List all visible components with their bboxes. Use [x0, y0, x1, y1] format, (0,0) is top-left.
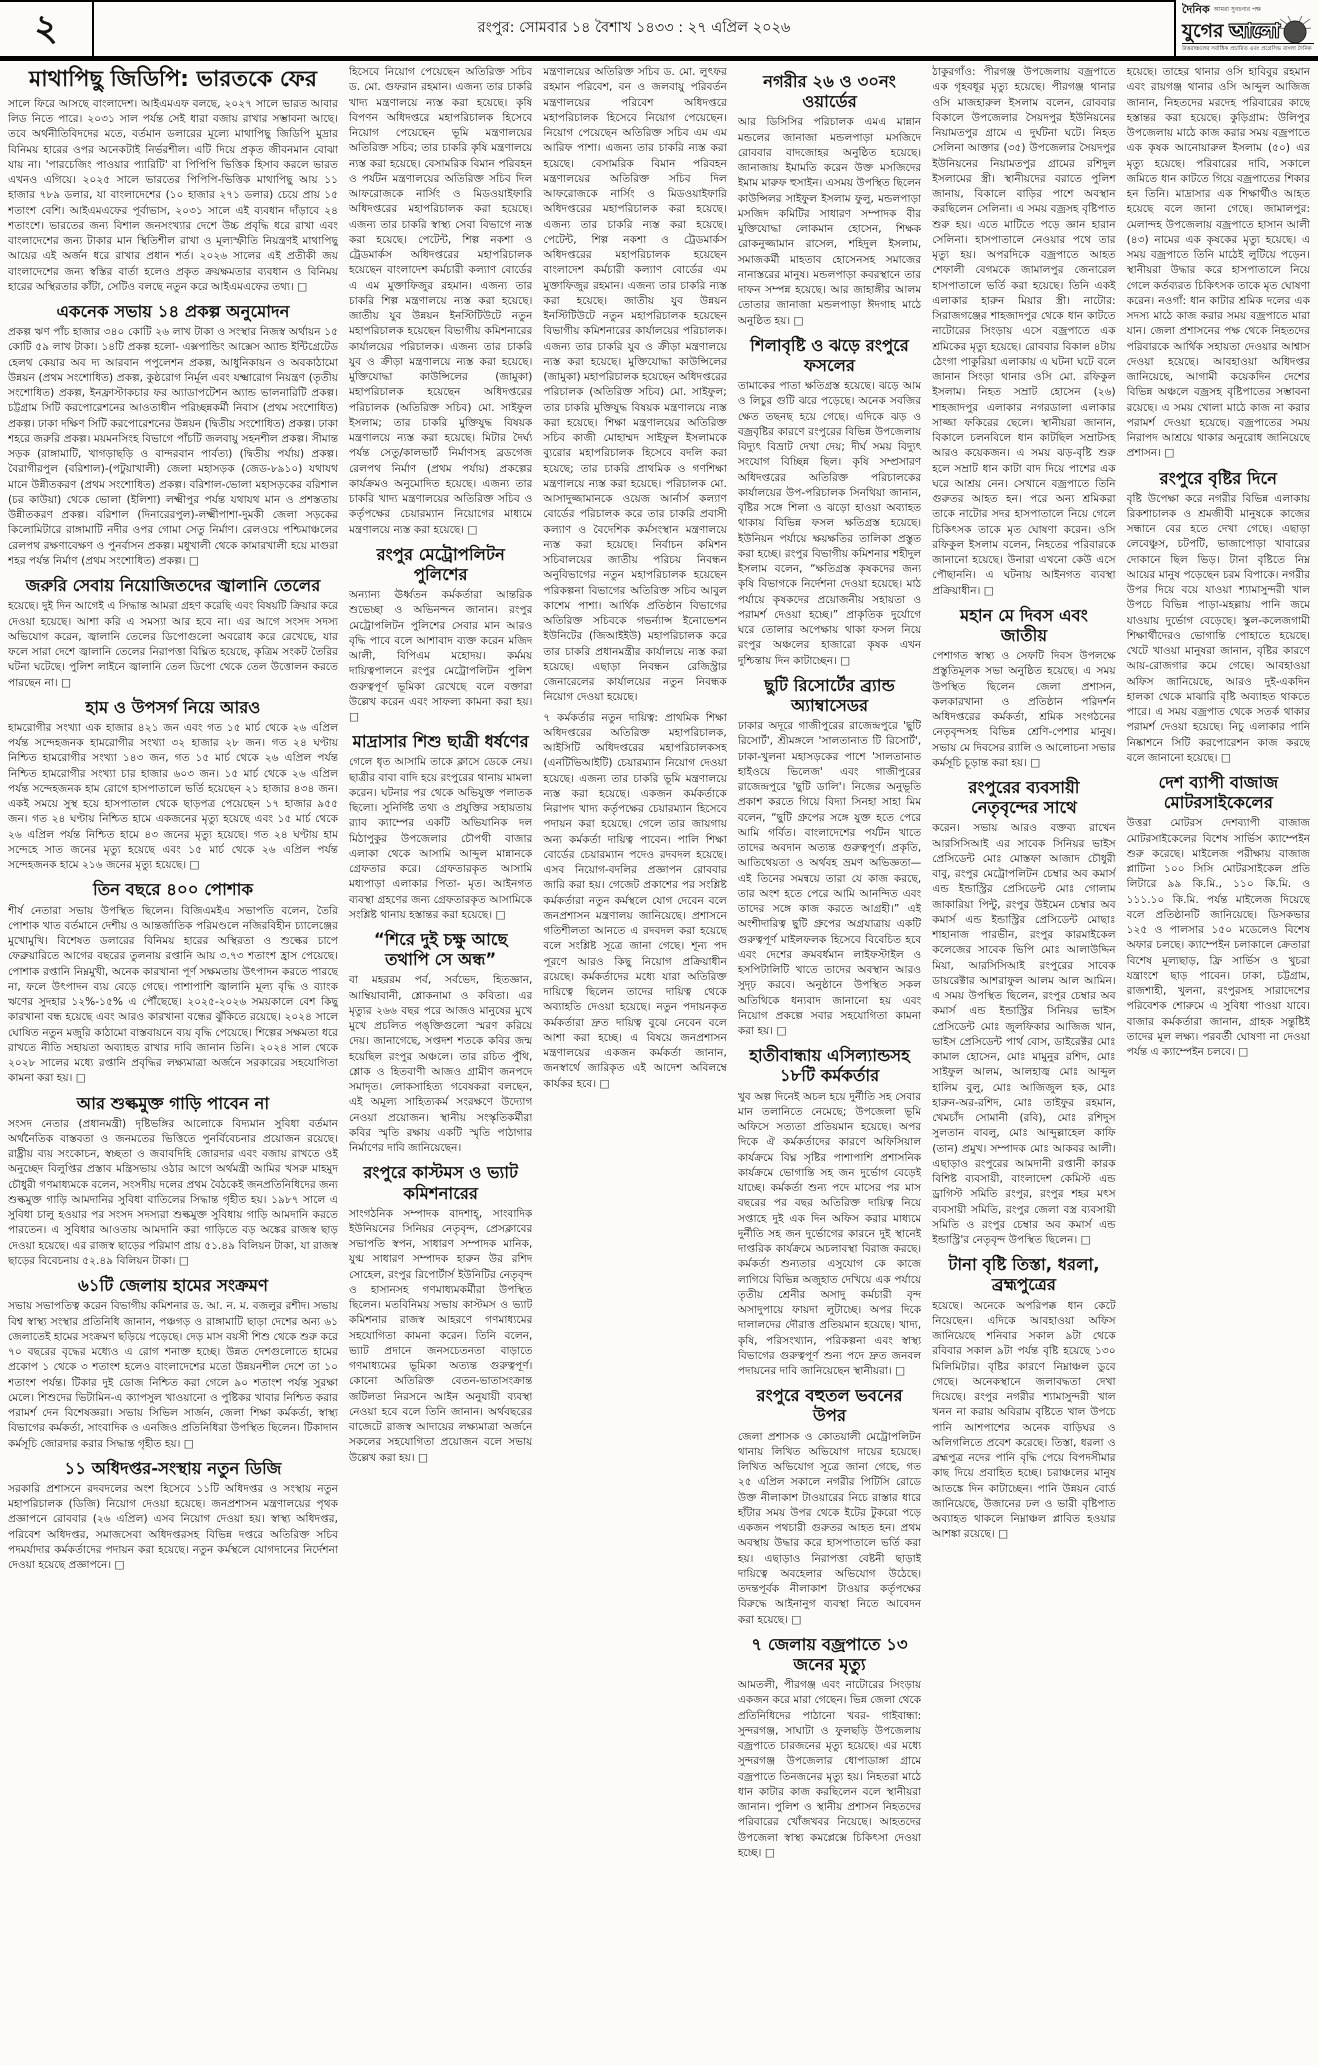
article — [8, 698, 338, 874]
article — [932, 606, 1115, 771]
article-headline: রংপুরে বৃষ্টির দিনে — [1159, 468, 1277, 488]
article — [738, 1635, 921, 1861]
article-headline: আর শুল্কমুক্ত গাড়ি পাবেন না — [76, 1093, 270, 1113]
article-body: উত্তরা মোটরস দেশব্যাপী বাজাজ মোটরসাইকেলের বিশেষ সার্ভিস ক্যাম্পেইন শুরু করেছে। মাইলেজ পরীক্ষায় বাজাজ প্লাটিনা ১০০ সিসি মোটরসাইকেল প্রতি লিটারে ৯৯ কি.মি., ১১০ কি.মি. ও ১১১.১০ কি.মি. পর্যন্ত মাইলেজ দিয়েছে বলে প্রতিষ্ঠানটি জানিয়েছে। ডিসকভার ১২৫ ও পালসার ১৫০ মডেলেও বিশেষ অফার চলছে। ক্যাম্পেইন চলাকালে ক্রেতারা বিশেষ মূল্যছাড়, ফ্রি সার্ভিস ও খুচরা যন্ত্রাংশে ছাড় পাবেন। ঢাকা, চট্টগ্রাম, রাজশাহী, খুলনা, রংপুরসহ সারাদেশের পরিবেশক শোরুমে এ সুবিধা পাওয়া যাবে। বাজার কর্মকর্তারা জানান, গ্রাহক সন্তুষ্টিই তাদের মূল লক্ষ্য। পরবর্তী ঘোষণা না দেওয়া পর্যন্ত এ ক্যাম্পেইন চলবে। □ — [1126, 817, 1311, 1059]
masthead-name-part1: যুগের — [1182, 20, 1224, 42]
article — [1127, 65, 1310, 462]
article-headline: মাদ্রাসার শিশু ছাত্রী ধর্ষণের — [352, 732, 529, 752]
article-body: হামরোগীর সংখ্যা এক হাজার ৪২১ জন এবং গত ১৫ মার্চ থেকে ২৬ এপ্রিল পর্যন্ত সন্দেহজনক হামরোগীর সংখ্যা ৩২ হাজার ২৮ জন। গত ২৪ ঘণ্টায় নিশ্চিত হামরোগীর সংখ্যা ১৪৩ জন, গত ১৫ মার্চ থেকে ২৬ এপ্রিল পর্যন্ত নিশ্চিত হামরোগীর সংখ্যা চার হাজার ৬০৩ জন। ১৫ মার্চ থেকে ২৬ এপ্রিল পর্যন্ত সন্দেহজনক হাম রোগে হাসপাতালে ভর্তি হয়েছেন ২১ হাজার ৪৩৪ জন। একই সময়ে সুস্থ হয়ে হাসপাতাল থেকে ছাড়পত্র পেয়েছেন ১৭ হাজার ৯৫৫ জন। গত ২৪ ঘণ্টায় নিশ্চিত হামে একজনের মৃত্যু হয়েছে এবং ১৫ মার্চ থেকে ২৬ এপ্রিল পর্যন্ত নিশ্চিত হামে ৪৩ জনের মৃত্যু হয়েছে। গত ২৪ ঘণ্টায় হাম সন্দেহে সাত জনের মৃত্যু হয়েছে এবং ১৫ মার্চ থেকে ২৬ এপ্রিল পর্যন্ত সন্দেহজনক হামে ২১৬ জনের মৃত্যু হয়েছে। □ — [8, 721, 338, 872]
header-left — [0, 0, 1174, 56]
article-body: সংসদ নেতার (প্রধানমন্ত্রী) দৃষ্টিভঙ্গির আলোকে বিদ্যমান সুবিধা বর্তমান অর্থনৈতিক বাস্তবতা ও জনমতের ভিত্তিতে পুনর্বিবেচনার প্রয়োজন রয়েছে। রাষ্ট্রীয় ব্যয় সংকোচন, স্বচ্ছতা ও জবাবদিহি জোরদার এবং বজায় রাখতে ওই অনুচ্ছেদ বিলুপ্তির প্রস্তাব মন্ত্রিসভায় ওঠার আগে অর্থমন্ত্রী আমির খসরু মাহমুদ চৌধুরী গণমাধ্যমকে বলেন, সংসদীয় দলের প্রথম বৈঠকেই জনপ্রতিনিধিদের জন্য শুল্কমুক্ত গাড়ি আমদানির সুবিধা বাতিলের সিদ্ধান্ত গৃহীত হয়। ১৯৮৭ সালে এ সুবিধা চালু হওয়ার পর সংসদ সদস্যরা শুল্কমুক্ত সুবিধায় গাড়ি আমদানি করতে পারতেন। এ সুবিধার আওতায় আমদানি করা গাড়িতে বড় অঙ্কের রাজস্ব ছাড় দেওয়া হয়েছে। এর রাজস্ব ছাড়ের পরিমাণ প্রায় ৫১.৪৯ বিলিয়ন টাকা, যা রাজস্ব ছাড়ের বিবেচনায় ৫২.৪৯ বিলিয়ন টাকা। □ — [8, 1117, 338, 1267]
article-headline: ছুটি রিসোর্টের ব্র্যান্ড অ্যাম্বাসেডর — [764, 675, 895, 715]
article-headline: দেশ ব্যাপী বাজাজ মোটরসাইকেলের — [1158, 773, 1279, 813]
page-number: ২ — [0, 2, 94, 56]
article — [738, 1386, 921, 1628]
article-headline: রংপুরে বহুতল ভবনের উপর — [756, 1386, 903, 1426]
article-headline: একনেক সভায় ১৪ প্রকল্প অনুমোদন — [56, 302, 290, 322]
article — [8, 1276, 338, 1452]
article — [543, 65, 726, 706]
article — [738, 72, 921, 329]
article — [349, 1163, 532, 1466]
article — [1127, 773, 1310, 1060]
sun-icon — [1278, 15, 1312, 45]
article-body: ৭ কর্মকর্তার নতুন দায়িত্ব: প্রাথমিক শিক্ষা অধিদপ্তরের অতিরিক্ত মহাপরিচালক, আইসিটি অধিদপ্তরের মহাপরিচালকসহ (এনটিভিআইটি) চেয়ারম্যান নিয়োগ দেওয়া হয়েছে। এজন্য তার চাকরি ভূমি মন্ত্রণালয়ে ন্যস্ত করা হয়েছে। একজন কর্মকর্তাকে নিরাপদ খাদ্য কর্তৃপক্ষের চেয়ারম্যান হিসেবে পদায়ন করা হয়েছে। গেলে তার জায়গায় অন্য কর্মকর্তা দায়িত্ব পাবেন। পালি শিক্ষা বোর্ডের চেয়ারম্যান পদেও রদবদল হয়েছে। এসব নিয়োগ-বদলির প্রজ্ঞাপন রোববার জারি করা হয়। গেজেট প্রকাশের পর সংশ্লিষ্ট কর্মকর্তারা নতুন কর্মস্থলে যোগ দেবেন বলে জনপ্রশাসন মন্ত্রণালয় জানিয়েছে। প্রশাসনে গতিশীলতা আনতে এ রদবদল করা হয়েছে বলে সংশ্লিষ্ট সূত্রে জানা গেছে। শূন্য পদ পূরণে আরও কিছু নিয়োগ প্রক্রিয়াধীন রয়েছে। কর্মকর্তাদের মধ্যে যারা অতিরিক্ত দায়িত্বে ছিলেন তাদের দায়িত্ব থেকে অব্যাহতি দেওয়া হয়েছে। নতুন পদায়নকৃত কর্মকর্তারা দ্রুত দায়িত্ব বুঝে নেবেন বলে আশা করা হচ্ছে। এ বিষয়ে জনপ্রশাসন মন্ত্রণালয়ের একজন কর্মকর্তা জানান, জনস্বার্থে জারিকৃত এই আদেশ অবিলম্বে কার্যকর হবে। □ — [543, 711, 727, 1090]
article-headline: রংপুরের ব্যবসায়ী নেতৃবৃন্দের সাথে — [968, 778, 1080, 818]
dateline: রংপুর: সোমবার ১৪ বৈশাখ ১৪৩৩ : ২৭ এপ্রিল ২০২৬ — [477, 20, 791, 36]
article-headline: তিন বছরে ৪০০ পোশাক — [92, 880, 253, 900]
article-body: মন্ত্রণালয়ের অতিরিক্ত সচিব ড. মো. লুৎফর রহমান পরিবেশ, বন ও জলবায়ু পরিবর্তন মন্ত্রণালয়ের পরিবেশ অধিদপ্তরে মহাপরিচালক হিসেবে নিয়োগ পেয়েছেন। নিয়োগ পেয়েছেন অতিরিক্ত সচিব এম এম আরিফ পাশা। এজন্য তার চাকরি ন্যস্ত করা হয়েছে। বেসামরিক বিমান পরিবহন মন্ত্রণালয়ের অতিরিক্ত সচিব দিল আফরোজকে নার্সিং ও মিডওয়াইফারি অধিদপ্তরের মহাপরিচালক করা হয়েছে। এজন্য তার চাকরি ন্যস্ত করা হয়েছে। পেটেন্ট, শিল্প নকশা ও ট্রেডমার্কস অধিদপ্তরের মহাপরিচালক হয়েছেন বাংলাদেশ কর্মচারী কল্যাণ বোর্ডের এম মুক্তাফিজুর রহমান। এজন্য তার চাকরি ন্যস্ত করা হয়েছে। জাতীয় যুব উন্নয়ন ইনস্টিটিউটে নতুন মহাপরিচালক হয়েছেন বিভাগীয় কমিশনারের কার্যালয়ের পরিচালক। এজন্য তার চাকরি যুব ও ক্রীড়া মন্ত্রণালয়ে ন্যস্ত করা হয়েছে। মুক্তিযোদ্ধা কাউন্সিলের (জামুকা) মহাপরিচালক হয়েছেন অধিদপ্তরের পরিচালক (অতিরিক্ত সচিব) মো. সাইফুল; তার চাকরি মুক্তিযুদ্ধ বিষয়ক মন্ত্রণালয়ে ন্যস্ত করা হয়েছে। শিক্ষা মন্ত্রণালয়ের অতিরিক্ত সচিব কাজী মোহাম্মদ সাইফুল ইসলামকে ব্যুরোর মহাপরিচালক হিসেবে বদলি করা হয়েছে; তার চাকরি প্রাথমিক ও গণশিক্ষা মন্ত্রণালয়ে ন্যস্ত করা হয়েছে। পরিচালক মো. আসাদুজ্জামানকে ওয়েজ আর্নার্স কল্যাণ বোর্ডের পরিচালক করে তার চাকরি প্রবাসী কল্যাণ ও বৈদেশিক কর্মসংস্থান মন্ত্রণালয়ে ন্যস্ত করা হয়েছে। নির্বাচন কমিশন সচিবালয়ের জাতীয় পরিচয় নিবন্ধন অনুবিভাগের নতুন মহাপরিচালক হয়েছেন পরিকল্পনা বিভাগের অতিরিক্ত সচিব আবুল কাশেম পাশা। আর্থিক প্রতিষ্ঠান বিভাগের অতিরিক্ত সচিবকে গভর্ন্যান্স ইনোভেশন ইউনিটের (জিআইইউ) মহাপরিচালক করে তার চাকরি প্রধানমন্ত্রীর কার্যালয়ে ন্যস্ত করা হয়েছে। এছাড়া নিবন্ধন রেজিস্ট্রার জেনারেলের কার্যালয়ের নতুন নিবন্ধক নিয়োগ দেওয়া হয়েছে। — [543, 66, 727, 704]
masthead-title — [1182, 22, 1314, 41]
article-headline: ১১ অধিদপ্তর-সংস্থায় নতুন ডিজি — [64, 1458, 282, 1478]
article-headline: “শিরে দুই চক্ষু আছে তথাপি সে অন্ধ” — [373, 930, 508, 970]
article-body: হিসেবে নিয়োগ পেয়েছেন অতিরিক্ত সচিব ড. মো. গুফরান রহমান। এজন্য তার চাকরি খাদ্য মন্ত্রণালয়ে ন্যস্ত করা হয়েছে। কৃষি বিপণন অধিদপ্তরে মহাপরিচালক হিসেবে নিয়োগ পেয়েছেন ভূমি মন্ত্রণালয়ের অতিরিক্ত সচিব; তার চাকরি কৃষি মন্ত্রণালয়ে ন্যস্ত করা হয়েছে। বেসামরিক বিমান পরিবহন ও পর্যটন মন্ত্রণালয়ের অতিরিক্ত সচিব দিল আফরোজকে নার্সিং ও মিডওয়াইফারি অধিদপ্তরের মহাপরিচালক করা হয়েছে। এজন্য তার চাকরি স্বাস্থ্য সেবা বিভাগে ন্যস্ত করা হয়েছে। পেটেন্ট, শিল্প নকশা ও ট্রেডমার্কস অধিদপ্তরের মহাপরিচালক হয়েছেন বাংলাদেশ কর্মচারী কল্যাণ বোর্ডের এ এম মুক্তাফিজুর রহমান। এজন্য তার চাকরি শিল্প মন্ত্রণালয়ে ন্যস্ত করা হয়েছে। জাতীয় যুব উন্নয়ন ইনস্টিটিউটে নতুন মহাপরিচালক হয়েছেন বিভাগীয় কমিশনারের কার্যালয়ের পরিচালক। এজন্য তার চাকরি যুব ও ক্রীড়া মন্ত্রণালয়ে ন্যস্ত করা হয়েছে। মুক্তিযোদ্ধা কাউন্সিলের (জামুকা) মহাপরিচালক হয়েছেন অধিদপ্তরের পরিচালক (অতিরিক্ত সচিব) মো. সাইফুল ইসলাম; তার চাকরি মুক্তিযুদ্ধ বিষয়ক মন্ত্রণালয়ে ন্যস্ত করা হয়েছে। মিটার দৈর্ঘ্য পর্যন্ত সেতু/কালভার্ট নির্মাণসহ ব্রডগেজ রেলপথ নির্মাণ (প্রথম পর্যায়) প্রকল্পের কার্যক্রমও অনুমোদিত হয়েছে। এজন্য তার চাকরি খাদ্য মন্ত্রণালয়ের অতিরিক্ত সচিব ও কর্তৃপক্ষের চেয়ারম্যান নিয়োগের মাধ্যমে মন্ত্রণালয়ে ন্যস্ত করা হয়েছে। □ — [349, 66, 533, 536]
article — [349, 732, 532, 923]
newspaper-column — [932, 65, 1115, 2063]
article-body: শীর্ষ নেতারা সভায় উপস্থিত ছিলেন। বিজিএমইএ সভাপতি বলেন, তৈরি পোশাক খাত বর্তমানে দেশীয় ও আন্তর্জাতিক পরিমণ্ডলে নজিরবিহীন চ্যালেঞ্জের মুখোমুখি। বিশেষত ডলারের বিনিময় হারের অস্থিরতা ও শুল্কের চাপে ফেব্রুয়ারিতে আগের বছরের তুলনায় রপ্তানি আয় ৩.৭৩ শতাংশ হ্রাস পেয়েছে। পোশাক রপ্তানি নিম্নমুখী, অনেক কারখানা পূর্ণ সক্ষমতায় উৎপাদন করতে পারছে না, ফলে উৎপাদন ব্যয় বেড়ে গেছে। পাশাপাশি জ্বালানি মূল্য বৃদ্ধি ও ব্যাংক ঋণের সুদহার ১২%-১৫% এ পৌঁছেছে। ২০২৫-২০২৬ সময়কালে বেশ কিছু কারখানা বন্ধ হয়েছে এবং আরও কারখানা বন্ধের ঝুঁকিতে রয়েছে। ২০২৪ সালে ঘোষিত নতুন মজুরি কাঠামো বাস্তবায়নে ব্যয় বৃদ্ধি পেয়েছে। শিল্পের সক্ষমতা ধরে রাখতে নীতি সহায়তা অব্যাহত রাখার দাবি জানান তিনি। ২০২৪ সাল থেকে ২০২৮ সালের মধ্যে রপ্তানি প্রবৃদ্ধির লক্ষ্যমাত্রা অর্জনে সরকারের সহযোগিতা কামনা করা হয়। □ — [8, 904, 338, 1085]
article — [543, 711, 726, 1092]
article — [8, 302, 338, 569]
newspaper-column — [1127, 65, 1310, 2063]
page-header — [0, 0, 1318, 61]
article — [932, 65, 1115, 599]
article-body: পেশাগত স্বাস্থ্য ও সেফটি দিবস উপলক্ষে প্রস্তুতিমূলক সভা অনুষ্ঠিত হয়েছে। এ সময় উপস্থিত ছিলেন জেলা প্রশাসন, কলকারখানা ও প্রতিষ্ঠান পরিদর্শন অধিদপ্তরের কর্মকর্তা, শ্রমিক সংগঠনের নেতৃবৃন্দসহ বিভিন্ন শ্রেণি-পেশার মানুষ। সভায় মে দিবসের র‌্যালি ও আলোচনা সভার কর্মসূচি চূড়ান্ত করা হয়। □ — [932, 650, 1116, 769]
article-headline: জরুরি সেবায় নিয়োজিতদের জ্বালানি তেলের — [25, 576, 321, 596]
article-headline: রংপুরে কাস্টমস ও ভ্যাট কমিশনারের — [363, 1163, 519, 1203]
article-body: আর ডিসিসির পরিচালক এমএ মান্নান মন্ডলের জানাজা মন্ডলপাড়া মসজিদে রোববার বাদজোহর অনুষ্ঠিত হয়েছে। জানাজায় ইমামতি করেন উক্ত মসজিদের ইমাম মারুফ হুসাইন। এসময় উপস্থিত ছিলেন কাউন্সিলর সাইফুল ইসলাম ফুলু, মন্ডলপাড়া মসজিদ কমিটির সাধারণ সম্পাদক বীর মুক্তিযোদ্ধা লোকমান হোসেন, শিক্ষক রোকনুজ্জামান রাসেল, শহিদুল ইসলাম, সমাজকর্মী মাহতাব হোসেনসহ সমাজের নানাস্তরের মানুষ। মন্ডলপাড়া কবরস্থানে তার দাফন সম্পন্ন হয়েছে। আর জাহাঙ্গীর আলম তোতার জানাজা মন্ডলপাড়া ঈদগাহ মাঠে অনুষ্ঠিত হয়। □ — [737, 116, 922, 327]
article — [349, 65, 532, 538]
article-body: তামাকের পাতা ক্ষতিগ্রস্ত হয়েছে। ঝড়ে আম ও লিচুর গুটি ঝরে পড়েছে। অনেক সবজির ক্ষেত তছনছ হয়ে গেছে। এদিকে ঝড় ও বজ্রবৃষ্টির কারণে রংপুরের বিভিন্ন উপজেলায় বিদ্যুৎ বিভ্রাট দেখা দেয়; দীর্ঘ সময় বিদ্যুৎ সংযোগ বিচ্ছিন্ন ছিল। কৃষি সম্প্রসারণ অধিদপ্তরের অতিরিক্ত পরিচালকের কার্যালয়ের উপ-পরিচালক সিনথিয়া জানান, বৃষ্টির সঙ্গে শিলা ও ঝড়ো হাওয়া অব্যাহত থাকায় বিভিন্ন ফসল ক্ষতিগ্রস্ত হয়েছে। ইউনিয়ন পর্যায়ে ক্ষয়ক্ষতির তালিকা প্রস্তুত করা হচ্ছে। রংপুর বিভাগীয় কমিশনার শহীদুল ইসলাম বলেন, “ক্ষতিগ্রস্ত কৃষকদের জন্য কৃষি বিভাগকে নির্দেশনা দেওয়া হয়েছে। মাঠ পর্যায়ে কৃষকদের প্রয়োজনীয় সহায়তা ও পরামর্শ দেওয়া হচ্ছে।” প্রাকৃতিক দুর্যোগে ঘরে তোলার অপেক্ষায় থাকা ফসল নিয়ে রংপুর অঞ্চলের হাজারো কৃষক এখন দুশ্চিন্তায় দিন কাটাচ্ছেন। □ — [737, 380, 922, 667]
article — [8, 880, 338, 1086]
article-body: হয়েছে। দুই দিন আগেই এ সিদ্ধান্ত আমরা গ্রহণ করেছি এবং বিষয়টি ক্রিয়ার করে দেওয়া হয়েছে। আশা করি এ সমস্যা আর হবে না। এর আগে সংসদ সদস্য অভিযোগ করেন, জ্বালানি তেলের ডিপোগুলো অবরোধ করে রেখেছে, যার ফলে সারা দেশে জ্বালানি তেলের নিরাপত্তা বিঘ্নিত হয়েছে, কৃত্রিম সংকট তৈরির ঘটনা ঘটেছে। পুলিশ লাইনে জ্বালানি তেল ডিপো থেকে তেল উত্তোলন করতে পারছেন না। □ — [8, 600, 338, 689]
article-body: সরকারি প্রশাসনে রদবদলের অংশ হিসেবে ১১টি অধিদপ্তর ও সংস্থায় নতুন মহাপরিচালক (ডিজি) নিয়োগ দেওয়া হয়েছে। জনপ্রশাসন মন্ত্রণালয়ের পৃথক প্রজ্ঞাপনে রোববার (২৬ এপ্রিল) এসব নিয়োগ দেওয়া হয়। স্বাস্থ্য অধিদপ্তর, পরিবেশ অধিদপ্তর, সমাজসেবা অধিদপ্তরসহ বিভিন্ন দপ্তরে অতিরিক্ত সচিব পদমর্যাদার কর্মকর্তাদের পদায়ন করা হয়েছে। নতুন কর্মস্থলে যোগদানের নির্দেশনা দেওয়া হয়েছে প্রজ্ঞাপনে। □ — [8, 1482, 338, 1572]
article-headline: মাথাপিছু জিডিপি: ভারতকে ফের — [29, 67, 317, 92]
article-body: ঢাকার অদূরে গাজীপুরের রাজেন্দ্রপুরে 'ছুটি রিসোর্ট', শ্রীমঙ্গলে 'সালতানাত টি রিসোর্ট', ঢাকা-খুলনা মহাসড়কের পাশে 'সালতানাত হাইওয়ে ভিলেজ' এবং গাজীপুরের রাজেন্দ্রপুরে 'ছুটি ডালি'। নিজের অনুভূতি প্রকাশ করতে গিয়ে বিদ্যা সিনহা সাহা মিম বলেন, “ছুটি গ্রুপের সঙ্গে যুক্ত হতে পেরে আমি গর্বিত। বাংলাদেশের পর্যটন খাতে তাদের অবদান অত্যন্ত গুরুত্বপূর্ণ। প্রকৃতি, আতিথেয়তা ও অর্থবহ ভ্রমণ অভিজ্ঞতা—এই তিনের সমন্বয়ে তারা যে কাজ করছে, তার অংশ হতে পেরে আমি আনন্দিত এবং তাদের সঙ্গে কাজ করতে আগ্রহী।” এই অংশীদারিত্ব ছুটি গ্রুপের অগ্রযাত্রায় একটি গুরুত্বপূর্ণ মাইলফলক হিসেবে বিবেচিত হবে এবং দেশের ক্রমবর্ধমান লাইফস্টাইল ও হসপিটালিটি খাতে তাদের অবস্থান আরও সুদৃঢ় করবে। অনুষ্ঠানে উপস্থিত সকল অতিথিকে ধন্যবাদ জানানো হয় এবং নিয়োগ প্রকল্পে সবার সহযোগিতা কামনা করা হয়। □ — [737, 720, 922, 1037]
masthead-name-part2: আলো — [1230, 20, 1280, 42]
article — [8, 1459, 338, 1574]
article — [8, 67, 338, 295]
article — [349, 545, 532, 726]
article — [8, 1094, 338, 1270]
masthead-tagline: উত্তরাঞ্চলের সর্বাধিক প্রচারিত এবং প্রগ্রেসিভ বাংলা দৈনিক — [1182, 43, 1314, 56]
article — [738, 676, 921, 1040]
article — [8, 576, 338, 691]
article-body: বৃষ্টি উপেক্ষা করে নগরীর বিভিন্ন এলাকায় রিকশাচালক ও শ্রমজীবী মানুষকে কাজের সন্ধানে বের হতে দেখা গেছে। এছাড়া লেবেঞ্চুস, চটপটি, ভাজাপোড়া খাবারের দোকানে ছিল ভিড়। টানা বৃষ্টিতে নিম্ন আয়ের মানুষ পড়েছেন চরম বিপাকে। নগরীর উপর দিয়ে বয়ে যাওয়া শ্যামাসুন্দরী খাল উপচে বিভিন্ন পাড়া-মহল্লায় পানি জমে যাওয়ায় দুর্ভোগ বেড়েছে। স্কুল-কলেজগামী শিক্ষার্থীদেরও ভোগান্তি পোহাতে হয়েছে। খেটে খাওয়া মানুষরা জানান, বৃষ্টির কারণে আয়-রোজগার কমে গেছে। আবহাওয়া অফিস জানিয়েছে, আরও দুই-একদিন হালকা থেকে মাঝারি বৃষ্টি অব্যাহত থাকতে পারে। এ সময় বজ্রপাত থেকে সতর্ক থাকার পরামর্শ দেওয়া হয়েছে। নিচু এলাকার পানি নিষ্কাশনে সিটি করপোরেশন কাজ করছে বলে জানানো হয়েছে। □ — [1126, 492, 1311, 764]
newspaper-column — [543, 65, 726, 2063]
newspaper-column — [8, 65, 338, 2063]
article — [932, 1255, 1115, 1542]
article-body: হয়েছে। অনেকে অপরিপক্ক ধান কেটে নিয়েছেন। এদিকে আবহাওয়া অফিস জানিয়েছে শনিবার সকাল ৯টা থেকে রবিবার সকাল ৯টা পর্যন্ত বৃষ্টি হয়েছে ১৩০ মিলিমিটার। বৃষ্টির কারণে নিম্নাঞ্চল ডুবে গেছে। অনেকস্থানে জলাবদ্ধতা দেখা দিয়েছে। রংপুর নগরীর শ্যামাসুন্দরী খাল খনন না করায় অবিরাম বৃষ্টিতে খাল উপচে পানি আশপাশের অনেক বাড়িঘর ও অলিগলিতে প্রবেশ করেছে। তিস্তা, ধরলা ও ব্রহ্মপুত্র নদের পানি বৃদ্ধি পেয়ে বিপদসীমার কাছ দিয়ে প্রবাহিত হচ্ছে। চরাঞ্চলের মানুষ আতঙ্কে দিন কাটাচ্ছেন। পানি উন্নয়ন বোর্ড জানিয়েছে, উজানের ঢল ও ভারী বৃষ্টিপাত অব্যাহত থাকলে নিম্নাঞ্চল প্লাবিত হওয়ার আশঙ্কা রয়েছে। □ — [932, 1299, 1116, 1541]
newspaper-column — [349, 65, 532, 2063]
article-body: জেলা প্রশাসক ও কোতয়ালী মেট্রোপলিটন থানায় লিখিত অভিযোগ দায়ের হয়েছে। লিখিত অভিযোগ সূত্রে জানা গেছে, গত ২৫ এপ্রিল সকালে নগরীর পিটিসি রোডে উক্ত নীলাকাশ টাওয়ারের নিচে রাস্তার ধারে হাঁটার সময় উপর থেকে ইটের টুকরো পড়ে একজন পথচারী গুরুতর আহত হন। প্রথম অবস্থায় উদ্ধার করে হাসপাতালে ভর্তি করা হয়। এছাড়াও নিরাপত্তা বেষ্টনী ছাড়াই দায়িত্বে অবহেলার অভিযোগ উঠেছে। তদন্তপূর্বক নীলাকাশ টাওয়ার কর্তৃপক্ষের বিরুদ্ধে আইনানুগ ব্যবস্থা নিতে আবেদন করা হয়েছে। □ — [737, 1430, 922, 1626]
masthead-motto: আমরা সুবচনার পক্ষ — [1213, 6, 1261, 13]
article-body: হয়েছে। তাহের থানার ওসি হাবিবুর রহমান এবং রায়গঞ্জ থানার ওসি আব্দুল আজিজ জানান, নিহতদের মরদেহ পরিবারের কাছে হস্তান্তর করা হয়েছে। কুড়িগ্রাম: উলিপুর উপজেলায় মাঠে কাজ করার সময় বজ্রপাতে এক কৃষক আনোয়ারুল ইসলাম (৫০) এর মৃত্যু হয়েছে। পরিবারের দাবি, সকালে জমিতে ধান কাটতে গিয়ে বজ্রপাতের শিকার হন তিনি। মাদ্রাসার এক শিক্ষার্থীও আহত হয়েছে বলে জানা গেছে। জামালপুর: মেলান্দহ উপজেলায় বজ্রপাতে হাসান আলী (৪৩) নামের এক কৃষকের মৃত্যু হয়েছে। এ সময় বজ্রপাতে তিনি মাঠেই লুটিয়ে পড়েন। স্থানীয়রা উদ্ধার করে হাসপাতালে নিয়ে গেলে কর্তব্যরত চিকিৎসক তাকে মৃত ঘোষণা করেন। নওগাঁ: ধান কাটার শ্রমিক দলের এক সদস্য মাঠে কাজ করার সময় বজ্রপাতে মারা যান। জেলা প্রশাসনের পক্ষ থেকে নিহতদের পরিবারকে আর্থিক সহায়তা দেওয়ার আশ্বাস দেওয়া হয়েছে। আবহাওয়া অধিদপ্তর জানিয়েছে, আগামী কয়েকদিন দেশের বিভিন্ন অঞ্চলে বজ্রসহ বৃষ্টিপাতের সম্ভাবনা রয়েছে। এ সময় খোলা মাঠে কাজ না করার পরামর্শ দেওয়া হয়েছে। বজ্রপাতের সময় নিরাপদ আশ্রয়ে থাকার অনুরোধ জানিয়েছে প্রশাসন। □ — [1126, 66, 1311, 460]
article — [932, 778, 1115, 1248]
article-columns — [0, 61, 1318, 2063]
article-body: গেলে ধৃত আসামি তাকে ক্লাসে ডেকে নেয়। ছাত্রীর বাবা বাদি হয়ে রংপুরের থানায় মামলা করেন। ঘটনার পর থেকে অভিযুক্ত পলাতক ছিলো। সুনির্দিষ্ট তথ্য ও প্রযুক্তির সহায়তায় র‌্যাব ক্যাম্পের একটি অভিযানিক দল মিঠাপুকুর উপজেলার চৌপথী বাজার এলাকা থেকে আসামি আব্দুল মান্নানকে গ্রেফতার করে। গ্রেফতারকৃত আসামি মধ্যপাড়া এলাকার পিতা- মৃত। আইনগত ব্যবস্থা গ্রহণের জন্য গ্রেফতারকৃত আসামিকে সংশ্লিষ্ট থানায় হস্তান্তর করা হয়েছে। □ — [349, 756, 533, 921]
article-body: সভায় সভাপতিত্ব করেন বিভাগীয় কমিশনার ড. আ. ন. ম. বজলুর রশীদ। সভায় বিশ্ব স্বাস্থ্য সংস্থার প্রতিনিধি জানান, পঞ্চগড় ও রাঙ্গামাটি ছাড়া দেশের অন্য ৬১ জেলাতেই হামের সংক্রমণ ছড়িয়ে পড়েছে। দেড় মাস বয়সী শিশু থেকে শুরু করে ৭০ বছরের বৃদ্ধের মধ্যেও এ রোগ শনাক্ত হচ্ছে। উন্নত দেশগুলোতে হামের প্রকোপ ১ থেকে ৩ শতাংশ হলেও বাংলাদেশের মতো উন্নয়নশীল দেশে তা ১০ শতাংশ পর্যন্ত। টিকার দুই ডোজ নিশ্চিত করা গেলে ৯০ শতাংশ পর্যন্ত সুরক্ষা মেলে। শিশুদের ভিটামিন-এ ক্যাপসুল খাওয়ানো ও পুষ্টিকর খাবার নিশ্চিত করার পরামর্শ দেন বিশেষজ্ঞরা। সভায় সিভিল সার্জন, জেলা শিক্ষা কর্মকর্তা, স্বাস্থ্য বিভাগের কর্মকর্তা, সাংবাদিক ও এনজিও প্রতিনিধিরা উপস্থিত ছিলেন। টিকাদান কর্মসূচি জোরদার করার সিদ্ধান্ত গৃহীত হয়। □ — [8, 1300, 338, 1450]
article-headline: মহান মে দিবস এবং জাতীয় — [959, 605, 1088, 645]
article-headline: ৬১টি জেলায় হামের সংক্রমণ — [78, 1276, 268, 1296]
article-body: করেন। সভায় আরও বক্তব্য রাখেন আরসিসিআই এর সাবেক সিনিয়র ভাইস প্রেসিডেন্ট মোঃ মোস্তফা আজাদ চৌধুরী বাবু, রংপুর মেট্রোপলিটন চেম্বার অব কমার্স এন্ড ইন্ডাস্ট্রির প্রেসিডেন্ট মোঃ গোলাম জাকারিয়া পিন্টু, রংপুর উইমেন চেম্বার অব কমার্স এন্ড ইন্ডাস্ট্রির প্রেসিডেন্ট মোছাঃ শাহানাজ পারভীন, রংপুর কারমাইকেল কলেজের সাবেক ভিপি মোঃ আলাউদ্দিন মিয়া, আরসিসিআই রংপুরের সাবেক ডায়রেক্টার আশরাফুল আলম আল আমিন। এ সময় উপস্থিত ছিলেন, রংপুর চেম্বার অব কমার্স এন্ড ইন্ডাস্ট্রির সিনিয়র ভাইস প্রেসিডেন্ট মোঃ জুলফিকার আজিজ খান, ভাইস প্রেসিডেন্ট পার্থ বোস, ডাইরেক্টর মোঃ কামাল হোসেন, মোঃ মামুনুর রশিদ, মোঃ সাইফুল আলম, আলহাজ্ব মোঃ আব্দুল হালিম বুলু, মোঃ আজিজুল হক, মোঃ হারুন-অর-রশিদ, মোঃ তাইফুর রহমান, খেমচাঁদ সোমানী (রবি), মোঃ রশিদুস সুলতান বাবলু, মোঃ আব্দুল্লাহেল কাফি (তান) প্রমুখ। সম্পাদক মোঃ আকবর আলী। এছাড়াও রংপুরের আমদানী রপ্তানী কারক বিশিষ্ট ব্যবসায়ী, বাংলাদেশ কেমিস্ট এন্ড ড্রাগিস্ট সমিতি রংপুর, রংপুর শহর মৎস ব্যবসায়ী সমিতি, রংপুর জেলা বস্ত্র ব্যবসায়ী সমিতি ও রংপুর চেম্বার অব কমার্স এন্ড ইন্ডাস্ট্রি'র নেতৃবৃন্দ উপস্থিত ছিলেন। □ — [932, 822, 1116, 1246]
article-headline: হাতীবান্ধায় এসিল্যান্ডসহ ১৮টি কর্মকর্তার — [749, 1046, 910, 1086]
article-headline: নগরীর ২৬ ও ৩০নং ওয়ার্ডের — [763, 72, 896, 112]
article — [738, 336, 921, 669]
article-headline: টানা বৃষ্টি তিস্তা, ধরলা, ব্রহ্মপুত্রের — [948, 1255, 1100, 1295]
article — [1127, 469, 1310, 767]
masthead-daily-label: দৈনিক — [1182, 3, 1210, 16]
article-body: বা মহররম পর্ব, সর্বভেদ, হিতজ্ঞান, আম্বিয়াবানী, শ্লোকনামা ও কবিতা। এর মৃত্যুর ২৬৬ বছর পরে আজও মানুষের মুখে মুখে প্রচলিত পঙ্‌ক্তিগুলো স্মরণ করিয়ে দেয়। জানাগেছে, সপ্তদশ শতকে কবির জন্ম হয়েছিল রংপুর অঞ্চলে। তার রচিত পুঁথি, শ্লোক ও হিতবাণী আজও গ্রামীণ জনপদে সমাদৃত। লোকসাহিত্য গবেষকরা বলছেন, এই অমূল্য সাহিত্যকর্ম সংরক্ষণে উদ্যোগ নেওয়া প্রয়োজন। স্থানীয় সংস্কৃতিকর্মীরা কবির স্মৃতি রক্ষায় একটি স্মৃতি পাঠাগার নির্মাণের দাবি জানিয়েছেন। — [349, 974, 533, 1155]
article-body: সাংগঠনিক সম্পাদক বাদশাহ্, সাংবাদিক ইউনিয়নের সিনিয়র নেতৃবৃন্দ, প্রেসক্লাবের সভাপতি স্বপন, সাধারণ সম্পাদক মানিক, যুগ্ম সাধারণ সম্পাদক হারুন উর রশিদ সোহেল, রংপুর রিপোর্টার্স ইউনিটির নেতৃবৃন্দ ও হাসানসহ গণমাধ্যমকর্মীরা উপস্থিত ছিলেন। মতবিনিময় সভায় কাস্টমস ও ভ্যাট কমিশনার রাজস্ব আহরণে গণমাধ্যমের সহযোগিতা কামনা করেন। তিনি বলেন, ভ্যাট প্রদানে জনসচেতনতা বাড়াতে গণমাধ্যমের ভূমিকা অত্যন্ত গুরুত্বপূর্ণ। কোনো অতিরিক্ত বেতন-ভাতাসংক্রান্ত জটিলতা নিরসনে আইন অনুযায়ী ব্যবস্থা নেওয়া হবে বলে তিনি জানান। অর্থবছরের বাজেটে রাজস্ব আদায়ের লক্ষ্যমাত্রা অর্জনে সকলের সহযোগিতা প্রয়োজন বলে সভায় উল্লেখ করা হয়। □ — [349, 1207, 533, 1464]
article-body: খুব অল্প দিনেই অচল হয়ে দুর্নীতি সহ সেবার মান তলানিতে নেমেছে; উপজেলা ভূমি অফিসে সত্যতা প্রতিয়মান হয়েছে। অপর দিকে ঐ কর্মকর্তাদের কারণে অফিসিয়াল কার্যক্রমে বিঘ্ন সৃষ্টির পাশাপাশি প্রশাসনিক কার্যক্রমে ভোগান্তি সহ জন দুর্ভোগ বেড়েই যাচ্ছে। কর্মকর্তা শুন্য পদে মাসের পর মাস বছরের পর বছর অতিরিক্ত দায়িত্ব নিয়ে সপ্তাহে দুই এক দিন অফিস করার মাধ্যমে দুর্নীতি সহ জন দুর্ভোগের কারনে দুই স্থানেই দাপ্তরিক কার্যক্রমে অচলাবস্থা বিরাজ করছে। কর্মকর্তা শুন্যতার এসুযোগ কে কাজে লাগিয়ে বিভিন্ন অজুহাত দেখিয়ে এক পর্যায়ে তৃতীয় শ্রেনীর অসাদু কর্মচারী বৃন্দ অসাদুপায়ে ফায়দা লুটাচ্ছে। অপর দিকে দালালদের দৌরাত্ত প্রতিয়মান হয়েছে। খাদ্য, কৃষি, পরিসংখ্যান, পরিকল্পনা এবং স্বাস্থ্য বিভাগের গুরুত্বপূর্ণ শুন্য পদে দ্রুত জনবল পদায়নের দাবি জানিয়েছেন স্থানীয়রা। □ — [737, 1090, 922, 1377]
article — [349, 930, 532, 1156]
article-body: ঠাকুরগাঁও: পীরগঞ্জ উপজেলায় বজ্রপাতে এক গৃহবধূর মৃত্যু হয়েছে। পীরগঞ্জ থানার ওসি মাজহারুল ইসলাম বলেন, রোববার বিকালে উপজেলার সৈয়দপুর ইউনিয়নের নিয়ামতপুর গ্রামে এ দুর্ঘটনা ঘটে। নিহত সেলিনা আক্তার (৩৫) উপজেলার সৈয়দপুর ইউনিয়নের নিয়ামতপুর গ্রামের রশিদুল ইসলামের স্ত্রী। স্থানীয়দের বরাতে পুলিশ জানায়, বিকালে বাড়ির পাশে অবস্থান করছিলেন সেলিনা। এ সময় বজ্রসহ বৃষ্টিপাত শুরু হয়। এতে মাটিতে পড়ে জ্ঞান হারান সেলিনা। হাসপাতালে নেওয়ার পথে তার মৃত্যু হয়। অপরদিকে বজ্রপাতে আহত শেফালী বেগমকে জামালপুর জেনারেল হাসপাতালে ভর্তি করা হয়েছে। তিনি একই এলাকার হারুন মিয়ার স্ত্রী। নাটোর: সিরাজগঞ্জের শাহজাদপুর থেকে ধান কাটতে নাটোরের সিংড়ায় এসে বজ্রপাতে এক শ্রমিকের মৃত্যু হয়েছে। রোববার বিকাল ৪টায় ঠেংগা পাকুরিয়া এলাকায় এ ঘটনা ঘটে বলে জানান সিংড়া থানার ওসি মো. রফিকুল ইসলাম। নিহত সম্রাট হোসেন (২৬) শাহজাদপুর এলাকার নগরডালা এলাকার সাজ্জা ফকিরের ছেলে। স্থানীয়রা জানান, বিকালে চলনবিলে ধান কাটছিল সম্রাটসহ আরও কয়েকজন। এ সময় ঝড়-বৃষ্টি শুরু হলে সম্রাট ধান কাটা বাদ দিয়ে পাশের এক ঘরে আশ্রয় নেন। সেখানে বজ্রপাতে তিনি গুরুতর আহত হন। পরে অন্য শ্রমিকরা তাকে নাটোর সদর হাসপাতালে নিয়ে গেলে চিকিৎসক তাকে মৃত ঘোষণা করেন। ওসি রফিকুল ইসলাম বলেন, নিহতের পরিবারকে জানানো হয়েছে। উনারা এখনো কেউ এসে পৌছাননি। এ ঘটনায় আইনগত ব্যবস্থা প্রক্রিয়াধীন। □ — [932, 66, 1116, 597]
newspaper-column — [738, 65, 921, 2063]
article-body: অন্যান্য ঊর্ধ্বতন কর্মকর্তারা আন্তরিক শুভেচ্ছা ও অভিনন্দন জানান। রংপুর মেট্রোপলিটন পুলিশের সেবার মান আরও বৃদ্ধি পাবে বলে আশাবাদ ব্যক্ত করেন মজিদ আলী, বিপিএম মহোদয়। কর্মময় দায়িত্বপালনে রংপুর মেট্রোপলিটন পুলিশ গুরুত্বপূর্ণ ভূমিকা রেখেছে বলে বক্তারা উল্লেখ করেন এবং সাফল্য কামনা করা হয়। □ — [349, 589, 533, 723]
article-body: আমতলী, পীরগঞ্জ এবং নাটোরের সিংড়ায় একজন করে মারা গেছেন। ভিন্ন জেলা থেকে প্রতিনিধিদের পাঠানো খবর- গাইবান্ধা: সুন্দরগঞ্জ, সাঘাটা ও ফুলছড়ি উপজেলায় বজ্রপাতে চারজনের মৃত্যু হয়েছে। এর মধ্যে সুন্দরগঞ্জ উপজেলার ধোপাডাঙ্গা গ্রামে বজ্রপাতে তিনজনের মৃত্যু হয়। নিহতরা মাঠে ধান কাটার কাজ করছিলেন বলে স্থানীয়রা জানান। পুলিশ ও স্থানীয় প্রশাসন নিহতদের পরিবারের খোঁজখবর নিয়েছে। আহতদের উপজেলা স্বাস্থ্য কমপ্লেক্সে চিকিৎসা দেওয়া হচ্ছে। □ — [737, 1679, 922, 1859]
article-headline: রংপুর মেট্রোপলিটন পুলিশের — [376, 544, 505, 584]
article-headline: হাম ও উপসর্গ নিয়ে আরও — [85, 697, 261, 717]
article — [738, 1046, 921, 1379]
article-headline: শিলাবৃষ্টি ও ঝড়ে রংপুরে ফসলের — [750, 335, 909, 375]
article-body: সালে ফিরে আসছে বাংলাদেশ। আইএমএফ বলছে, ২০২৭ সালে ভারত আবার লিড নিতে পারে। ২০৩১ সাল পর্যন্ত সেই ধারা বজায় রাখার সম্ভাবনা আছে। তবে অর্থনীতিবিদদের মতে, বর্তমান ডলারের মূল্যে মাথাপিছু জিডিপি মুদ্রার বিনিময় হারের ওপর অনেকটাই নির্ভরশীল। এটি দিয়ে প্রকৃত জীবনমান বোঝা যায় না। 'পারচেজিং পাওয়ার প্যারিটি' বা পিপিপি ভিত্তিক হিসাব করলে ভারত এখনও এগিয়ে। ২০২৫ সালে ভারতের পিপিপি-ভিত্তিক মাথাপিছু আয় ১১ হাজার ৭৮৯ ডলার, যা বাংলাদেশের (১০ হাজার ২৭১ ডলার) চেয়ে প্রায় ১৫ শতাংশ বেশি। আইএমএফের পূর্বাভাস, ২০৩১ সালে এই ব্যবধান দাঁড়াবে ২৪ শতাংশে। ভারতের জন্য বিশাল জনসংখ্যার দেশে উচ্চ প্রবৃদ্ধি ধরে রাখা এবং বাংলাদেশের জন্য টাকার মান স্থিতিশীল রাখা ও মূল্যস্ফীতি নিয়ন্ত্রণই মাথাপিছু আয়ের এই অর্জন ধরে রাখার প্রধান শর্ত। ২০২৬ সালের এই প্রতীকী জয় বাংলাদেশের জন্য স্বস্তির বার্তা হলেও প্রকৃত ক্রয়ক্ষমতার ব্যবধান ও বিনিময় হারের অস্থিরতার কাঁটা, সেটিও বলছে নতুন করে আইএমএফের তথ্য। □ — [8, 97, 338, 293]
masthead — [1174, 0, 1318, 56]
article-headline: ৭ জেলায় বজ্রপাতে ১৩ জনের মৃত্যু — [751, 1634, 908, 1674]
article-body: প্রকল্প ঋণ পাঁচ হাজার ৩৪০ কোটি ২৬ লাখ টাকা ও সংস্থার নিজস্ব অর্থায়ন ১৫ কোটি ৫৯ লাখ টাকা। ১৪টি প্রকল্প হলো- এক্সপান্ডিং আক্সেস অ্যান্ড ইন্টিগ্রেটেড হেলথ কেয়ার অব দ্য আরবান পপুলেশন প্রকল্প, আধুনিকায়ন ও অবকাঠামো উন্নয়ন (প্রথম সংশোধিত) প্রকল্প, কুষ্ঠরোগ নির্মূল এবং যক্ষ্মারোগ নিয়ন্ত্রণ (তৃতীয় সংশোধিত) প্রকল্প, ইনফ্রাস্টাকচার ফর অ্যাডাপটেশন অ্যান্ড ভালনারিটি প্রকল্প। চট্টগ্রাম সিটি করপোরেশনের আওতাধীন পরিচ্ছন্নকর্মী নিবাস (প্রথম সংশোধিত) প্রকল্প। ঢাকা দক্ষিণ সিটি করপোরেশনের উন্নয়ন (দ্বিতীয় সংশোধিত) প্রকল্প। ঢাকা শহরে জরুরি প্রকল্প। ময়মনসিংহ বিভাগে পাঁচটি জলবায়ু সহনশীল প্রকল্প। সীমান্ত সড়ক (রাঙ্গামাটি, খাগড়াছড়ি ও বান্দরবান পার্বত্য) (দ্বিতীয় পর্যায়) প্রকল্প। বৈরাগীরপুল (বরিশাল)-(পটুয়াখালী) জেলা মহাসড়ক (জেড-৮৯১০) যথাযথ মানে উন্নীতকরণ (প্রথম সংশোধিত) প্রকল্প। বরিশাল-ভোলা মহাসড়কের বরিশাল (চর কাউয়া) থেকে ভোলা (ইলিশা) লক্ষ্মীপুর পর্যন্ত যথাযথ মান ও প্রশস্ততায় উন্নীতকরণ প্রকল্প। বরিশাল (দিনারেরপুল)-লক্ষ্মীপাশা-দুমকী জেলা সড়কের কিলোমিটারে রাঙ্গামাটি নদীর ওপর গোমা সেতু নির্মাণ। রেলওয়ে পশ্চিমাঞ্চলের রেলপথ রক্ষণাবেক্ষণ ও পুনর্বাসন প্রকল্প। মধুখালী থেকে কামারখালী হয়ে মাগুরা শহর পর্যন্ত নির্মাণ (প্রথম সংশোধিত) প্রকল্প। □ — [8, 326, 338, 567]
